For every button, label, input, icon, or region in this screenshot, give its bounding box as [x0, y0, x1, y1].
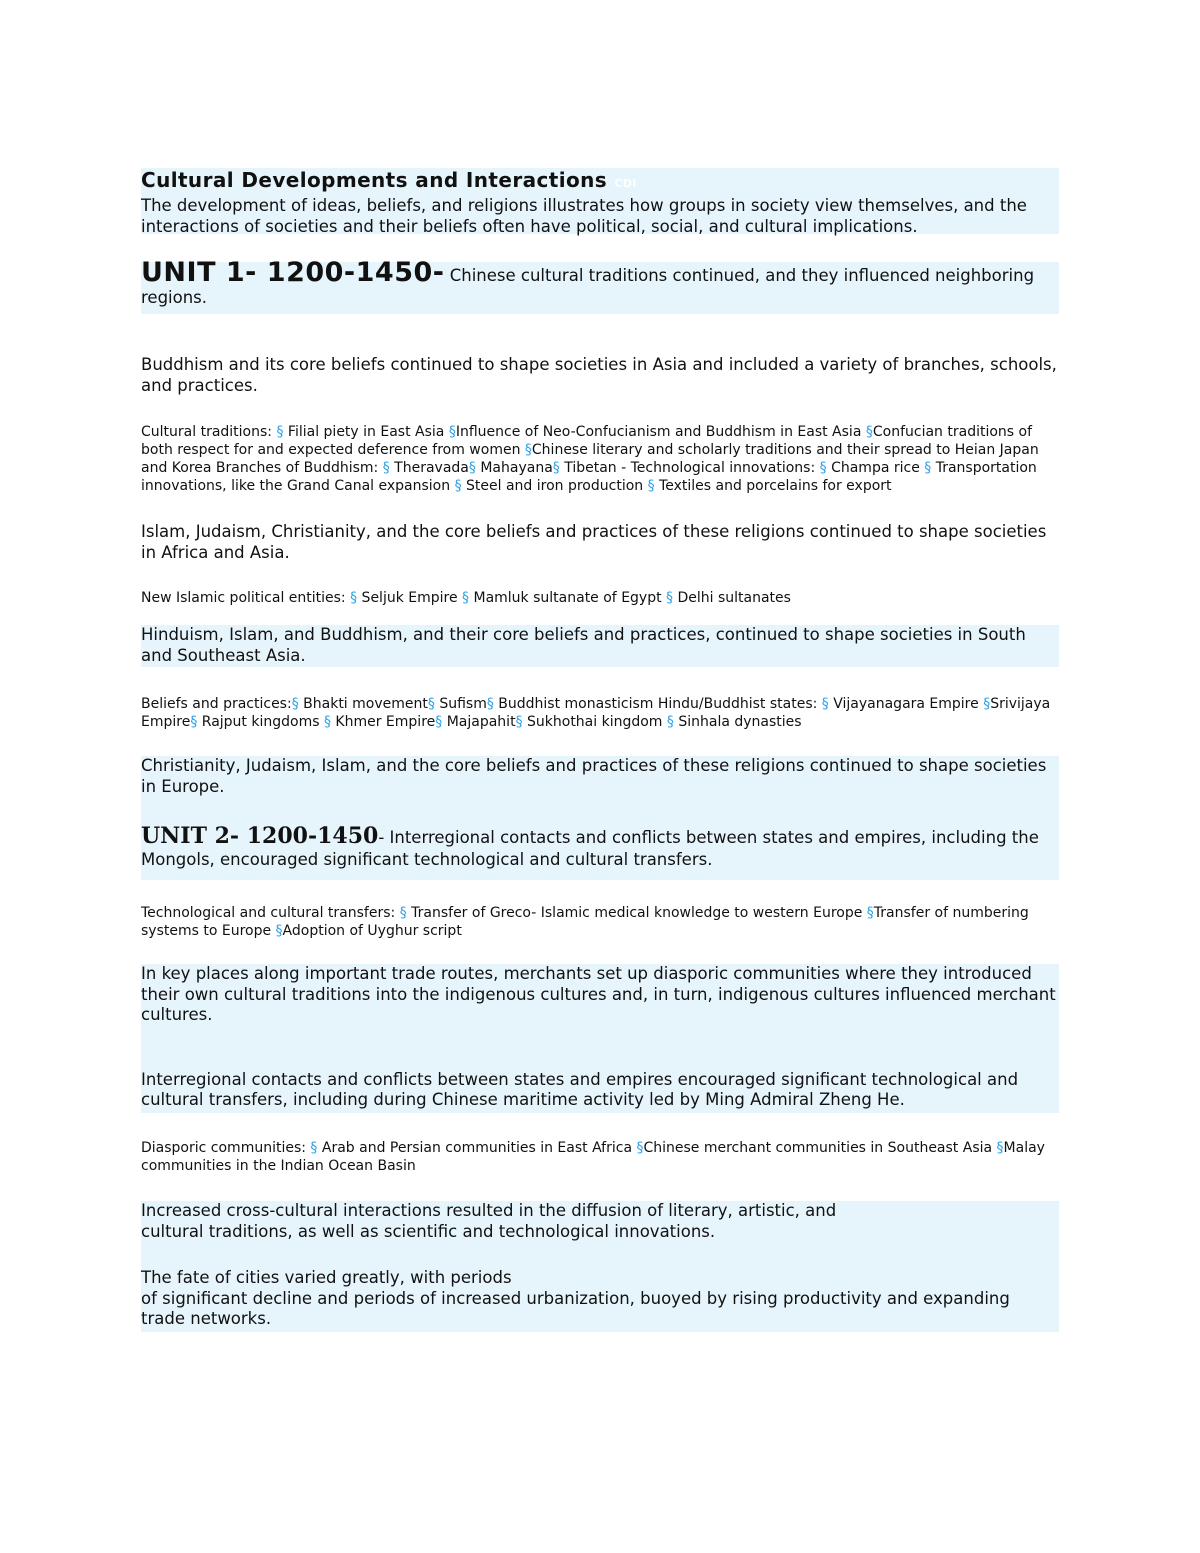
list-item: Influence of Neo-Confucianism and Buddhism in East Asia	[455, 424, 866, 440]
diasporic-list	[141, 1139, 1059, 1175]
unit2-text: - Interregional contacts and conflicts between states and empires, including the Mongols, encouraged significant technological and cultural transfers.	[141, 828, 1039, 869]
list-item: Malay communities in the Indian Ocean Basin	[141, 1140, 1045, 1174]
section-marker-icon: §	[647, 478, 655, 494]
islam-statement: Islam, Judaism, Christianity, and the core beliefs and practices of these religions continued to shape societies in Africa and Asia.	[141, 522, 1047, 562]
list-item: Majapahit	[442, 714, 516, 730]
list-label: Cultural traditions:	[141, 424, 277, 440]
list-item: Champa rice	[826, 460, 925, 476]
intro-paragraph: The development of ideas, beliefs, and religions illustrates how groups in society view themselves, and the interactions of societies and their beliefs often have political, social, and cultural implications.	[141, 196, 1027, 236]
section-marker-icon: §	[275, 923, 283, 939]
islamic-entities-list	[141, 589, 1059, 607]
section-marker-icon: §	[515, 714, 523, 730]
list-item: Transfer of Greco- Islamic medical knowledge to western Europe	[406, 905, 867, 921]
crosscultural-statement-line1: Increased cross-cultural interactions resulted in the diffusion of literary, artistic, and	[141, 1201, 837, 1220]
list-item: Filial piety in East Asia	[283, 424, 449, 440]
list-item: Theravada	[389, 460, 469, 476]
section-marker-icon: §	[448, 424, 456, 440]
cultural-traditions-list	[141, 423, 1059, 495]
list-item: Steel and iron production	[461, 478, 648, 494]
list-item: Mahayana	[475, 460, 553, 476]
list-item: Textiles and porcelains for export	[654, 478, 892, 494]
list-item: Buddhist monasticism Hindu/Buddhist states:	[493, 696, 822, 712]
section-marker-icon: §	[435, 714, 443, 730]
section-marker-icon: §	[666, 590, 674, 606]
list-item: Arab and Persian communities in East Africa	[317, 1140, 637, 1156]
section-marker-icon: §	[310, 1140, 318, 1156]
section-marker-icon: §	[866, 905, 874, 921]
crosscultural-block	[141, 1201, 1059, 1332]
list-label: New Islamic political entities:	[141, 590, 351, 606]
section-marker-icon: §	[427, 696, 435, 712]
section-marker-icon: §	[552, 460, 560, 476]
document-title	[141, 168, 1059, 196]
list-item: Chinese literary and scholarly traditions and their spread to Heian Japan and Korea Branches of Buddhism:	[141, 442, 1039, 476]
beliefs-list	[141, 695, 1059, 731]
list-item: Confucian traditions of both respect for and expected deference from women	[141, 424, 1033, 458]
section-marker-icon: §	[454, 478, 462, 494]
unit2-heading: UNIT 2- 1200-1450	[141, 823, 379, 849]
list-item: Mamluk sultanate of Egypt	[469, 590, 667, 606]
transfers-list	[141, 904, 1059, 940]
list-item: Seljuk Empire	[357, 590, 463, 606]
section-marker-icon: §	[468, 460, 476, 476]
list-item: Vijayanagara Empire	[828, 696, 984, 712]
list-item: Adoption of Uyghur script	[282, 923, 462, 939]
list-label: Diasporic communities:	[141, 1140, 311, 1156]
title-block	[141, 168, 1059, 234]
list-label: Technological and cultural transfers:	[141, 905, 400, 921]
list-item: Sukhothai kingdom	[522, 714, 667, 730]
list-item: Delhi sultanates	[673, 590, 791, 606]
unit1-text: Chinese cultural traditions continued, and they influenced neighboring regions.	[141, 266, 1035, 307]
list-item: Srivijaya Empire	[141, 696, 1051, 730]
list-label: Beliefs and practices:	[141, 696, 292, 712]
title-text: Cultural Developments and Interactions	[141, 168, 608, 192]
section-marker-icon: §	[636, 1140, 644, 1156]
section-marker-icon: §	[486, 696, 494, 712]
section-marker-icon: §	[291, 696, 299, 712]
list-item: Transfer of numbering systems to Europe	[141, 905, 1029, 939]
christianity-statement: Christianity, Judaism, Islam, and the core beliefs and practices of these religions continued to shape societies in Europe.	[141, 756, 1047, 796]
section-marker-icon: §	[382, 460, 390, 476]
buddhism-statement: Buddhism and its core beliefs continued to shape societies in Asia and included a variety of branches, schools, and practices.	[141, 355, 1057, 395]
list-item: Sufism	[434, 696, 487, 712]
section-marker-icon: §	[865, 424, 873, 440]
christianity-unit2-block	[141, 756, 1059, 880]
section-marker-icon: §	[276, 424, 284, 440]
interregional-statement: Interregional contacts and conflicts between states and empires encouraged significant technological and cultural transfers, including during Chinese maritime activity led by Ming Admiral Zheng He.	[141, 1069, 1019, 1109]
diasporic-block	[141, 964, 1059, 1113]
diasporic-statement: In key places along important trade routes, merchants set up diasporic communities where they introduced their own cultural traditions into the indigenous cultures and, in turn, indigenous cultures influenced merchant cultures.	[141, 964, 1056, 1024]
unit1-block	[141, 257, 1059, 314]
list-item: Rajput kingdoms	[197, 714, 324, 730]
section-marker-icon: §	[190, 714, 198, 730]
list-item: Sinhala dynasties	[673, 714, 802, 730]
section-marker-icon: §	[350, 590, 358, 606]
list-item: Bhakti movement	[298, 696, 428, 712]
hinduism-statement: Hinduism, Islam, and Buddhism, and their core beliefs and practices, continued to shape societies in South and Southeast Asia.	[141, 625, 1026, 665]
list-item: Khmer Empire	[330, 714, 436, 730]
section-marker-icon: §	[323, 714, 331, 730]
crosscultural-statement-line2: cultural traditions, as well as scientific and technological innovations.	[141, 1221, 716, 1241]
document-page	[141, 168, 1059, 1332]
section-marker-icon: §	[399, 905, 407, 921]
cities-statement-line2: of significant decline and periods of increased urbanization, buoyed by rising productivity and expanding trade networks.	[141, 1288, 1010, 1328]
section-marker-icon: §	[524, 442, 532, 458]
section-marker-icon: §	[819, 460, 827, 476]
unit1-heading: UNIT 1- 1200-1450-	[141, 257, 445, 288]
section-marker-icon: §	[983, 696, 991, 712]
section-marker-icon: §	[821, 696, 829, 712]
section-marker-icon: §	[462, 590, 470, 606]
title-tag: CDI	[614, 177, 637, 190]
section-marker-icon: §	[924, 460, 932, 476]
section-marker-icon: §	[996, 1140, 1004, 1156]
section-marker-icon: §	[666, 714, 674, 730]
cities-statement-line1: The fate of cities varied greatly, with periods	[141, 1268, 512, 1287]
list-item: Chinese merchant communities in Southeast Asia	[643, 1140, 997, 1156]
list-item: Tibetan - Technological innovations:	[559, 460, 820, 476]
list-item: Transportation innovations, like the Grand Canal expansion	[141, 460, 1037, 494]
hinduism-block	[141, 625, 1059, 667]
